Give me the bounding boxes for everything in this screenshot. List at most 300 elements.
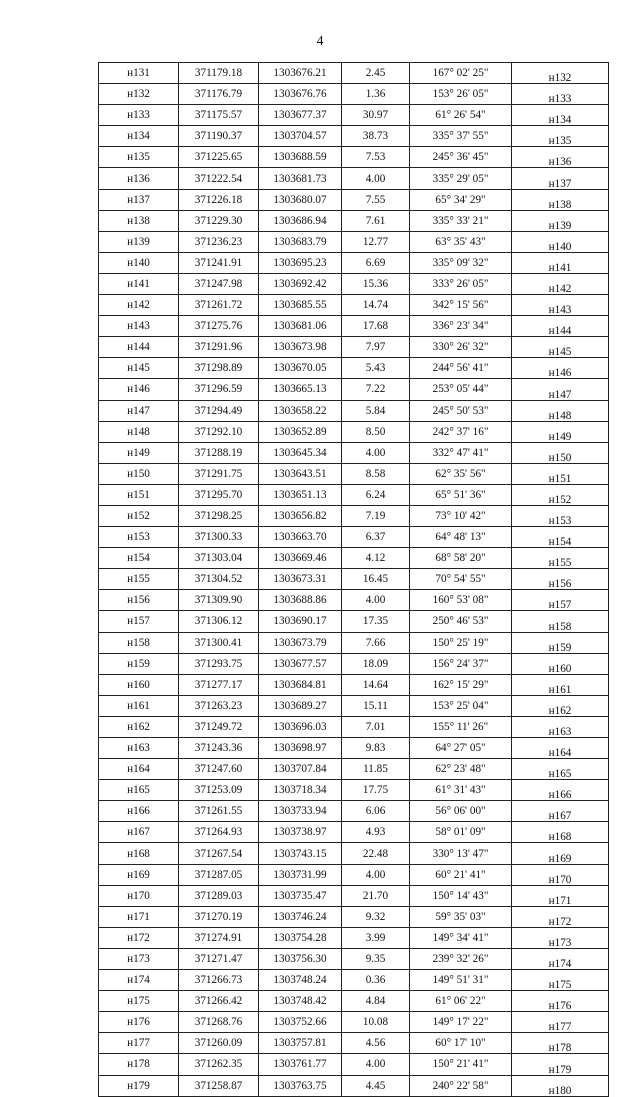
cell-point-from: н168 [99, 843, 179, 864]
cell-distance: 7.19 [342, 505, 410, 526]
cell-point-from: н171 [99, 906, 179, 927]
cell-point-from: н140 [99, 252, 179, 273]
cell-point-from: н164 [99, 759, 179, 780]
cell-y-coordinate: 1303685.55 [259, 295, 342, 316]
cell-x-coordinate: 371176.79 [179, 84, 259, 105]
cell-x-coordinate: 371249.72 [179, 716, 259, 737]
cell-distance: 8.58 [342, 463, 410, 484]
cell-x-coordinate: 371266.42 [179, 991, 259, 1012]
cell-direction-angle: 250° 46' 53" [410, 611, 512, 632]
cell-distance: 9.32 [342, 906, 410, 927]
cell-direction-angle: 245° 50' 53" [410, 400, 512, 421]
cell-point-from: н165 [99, 780, 179, 801]
cell-point-from: н160 [99, 674, 179, 695]
cell-y-coordinate: 1303752.66 [259, 1012, 342, 1033]
cell-y-coordinate: 1303695.23 [259, 252, 342, 273]
cell-x-coordinate: 371292.10 [179, 421, 259, 442]
table-row [99, 400, 609, 421]
table-row [99, 316, 609, 337]
table-row [99, 653, 609, 674]
cell-point-to: н138 [512, 189, 609, 210]
cell-distance: 7.53 [342, 147, 410, 168]
cell-x-coordinate: 371277.17 [179, 674, 259, 695]
cell-y-coordinate: 1303688.86 [259, 590, 342, 611]
cell-x-coordinate: 371268.76 [179, 1012, 259, 1033]
cell-distance: 22.48 [342, 843, 410, 864]
cell-direction-angle: 153° 25' 04" [410, 695, 512, 716]
cell-point-to: н162 [512, 695, 609, 716]
cell-point-to: н135 [512, 126, 609, 147]
cell-y-coordinate: 1303673.98 [259, 337, 342, 358]
cell-distance: 0.36 [342, 970, 410, 991]
cell-point-from: н166 [99, 801, 179, 822]
cell-distance: 15.36 [342, 273, 410, 294]
table-row [99, 358, 609, 379]
cell-point-to: н141 [512, 252, 609, 273]
cell-direction-angle: 155° 11' 26" [410, 716, 512, 737]
table-row [99, 590, 609, 611]
cell-direction-angle: 60° 21' 41" [410, 864, 512, 885]
cell-x-coordinate: 371253.09 [179, 780, 259, 801]
cell-x-coordinate: 371274.91 [179, 927, 259, 948]
cell-y-coordinate: 1303756.30 [259, 948, 342, 969]
cell-point-to: н136 [512, 147, 609, 168]
table-row [99, 632, 609, 653]
table-row [99, 337, 609, 358]
cell-x-coordinate: 371294.49 [179, 400, 259, 421]
table-row [99, 210, 609, 231]
cell-y-coordinate: 1303652.89 [259, 421, 342, 442]
cell-point-from: н153 [99, 527, 179, 548]
cell-point-to: н156 [512, 569, 609, 590]
cell-point-from: н178 [99, 1054, 179, 1075]
cell-point-from: н151 [99, 484, 179, 505]
cell-direction-angle: 56° 06' 00" [410, 801, 512, 822]
table-row [99, 548, 609, 569]
table-row [99, 147, 609, 168]
cell-direction-angle: 59° 35' 03" [410, 906, 512, 927]
cell-point-from: н135 [99, 147, 179, 168]
cell-point-from: н176 [99, 1012, 179, 1033]
table-row [99, 864, 609, 885]
cell-y-coordinate: 1303665.13 [259, 379, 342, 400]
cell-point-to: н161 [512, 674, 609, 695]
cell-direction-angle: 330° 26' 32" [410, 337, 512, 358]
cell-distance: 7.97 [342, 337, 410, 358]
cell-y-coordinate: 1303735.47 [259, 885, 342, 906]
cell-point-from: н148 [99, 421, 179, 442]
cell-direction-angle: 149° 34' 41" [410, 927, 512, 948]
cell-distance: 14.74 [342, 295, 410, 316]
cell-point-to: н167 [512, 801, 609, 822]
cell-point-to: н144 [512, 316, 609, 337]
cell-direction-angle: 61° 31' 43" [410, 780, 512, 801]
cell-direction-angle: 342° 15' 56" [410, 295, 512, 316]
cell-x-coordinate: 371222.54 [179, 168, 259, 189]
cell-x-coordinate: 371175.57 [179, 105, 259, 126]
table-row [99, 421, 609, 442]
cell-point-to: н165 [512, 759, 609, 780]
cell-direction-angle: 167° 02' 25" [410, 63, 512, 84]
cell-point-from: н141 [99, 273, 179, 294]
table-row [99, 252, 609, 273]
cell-y-coordinate: 1303707.84 [259, 759, 342, 780]
cell-y-coordinate: 1303748.24 [259, 970, 342, 991]
cell-point-from: н146 [99, 379, 179, 400]
table-row [99, 991, 609, 1012]
cell-direction-angle: 62° 35' 56" [410, 463, 512, 484]
table-row [99, 927, 609, 948]
cell-point-from: н139 [99, 231, 179, 252]
cell-point-to: н142 [512, 273, 609, 294]
cell-point-to: н132 [512, 63, 609, 84]
cell-y-coordinate: 1303690.17 [259, 611, 342, 632]
cell-point-to: н157 [512, 590, 609, 611]
cell-point-to: н180 [512, 1075, 609, 1096]
cell-y-coordinate: 1303684.81 [259, 674, 342, 695]
cell-distance: 4.00 [342, 864, 410, 885]
cell-y-coordinate: 1303676.21 [259, 63, 342, 84]
cell-distance: 6.69 [342, 252, 410, 273]
cell-point-to: н163 [512, 716, 609, 737]
cell-y-coordinate: 1303689.27 [259, 695, 342, 716]
cell-point-to: н143 [512, 295, 609, 316]
cell-distance: 12.77 [342, 231, 410, 252]
cell-point-to: н148 [512, 400, 609, 421]
cell-point-from: н161 [99, 695, 179, 716]
cell-x-coordinate: 371266.73 [179, 970, 259, 991]
table-row [99, 505, 609, 526]
cell-direction-angle: 330° 13' 47" [410, 843, 512, 864]
cell-x-coordinate: 371229.30 [179, 210, 259, 231]
cell-direction-angle: 73° 10' 42" [410, 505, 512, 526]
cell-distance: 4.84 [342, 991, 410, 1012]
table-row [99, 1054, 609, 1075]
cell-distance: 6.24 [342, 484, 410, 505]
cell-distance: 17.35 [342, 611, 410, 632]
cell-direction-angle: 253° 05' 44" [410, 379, 512, 400]
cell-direction-angle: 239° 32' 26" [410, 948, 512, 969]
cell-point-from: н163 [99, 738, 179, 759]
cell-direction-angle: 63° 35' 43" [410, 231, 512, 252]
cell-point-to: н169 [512, 843, 609, 864]
cell-point-to: н154 [512, 527, 609, 548]
cell-direction-angle: 332° 47' 41" [410, 442, 512, 463]
cell-x-coordinate: 371306.12 [179, 611, 259, 632]
cell-x-coordinate: 371300.33 [179, 527, 259, 548]
cell-x-coordinate: 371247.60 [179, 759, 259, 780]
cell-point-from: н149 [99, 442, 179, 463]
cell-point-to: н133 [512, 84, 609, 105]
cell-y-coordinate: 1303738.97 [259, 822, 342, 843]
table-row [99, 674, 609, 695]
table-row [99, 168, 609, 189]
cell-point-from: н170 [99, 885, 179, 906]
coordinates-table [98, 62, 609, 1097]
cell-direction-angle: 156° 24' 37" [410, 653, 512, 674]
cell-x-coordinate: 371262.35 [179, 1054, 259, 1075]
cell-direction-angle: 335° 29' 05" [410, 168, 512, 189]
cell-point-to: н171 [512, 885, 609, 906]
cell-point-to: н160 [512, 653, 609, 674]
cell-point-from: н131 [99, 63, 179, 84]
cell-y-coordinate: 1303643.51 [259, 463, 342, 484]
cell-distance: 7.66 [342, 632, 410, 653]
cell-y-coordinate: 1303676.76 [259, 84, 342, 105]
cell-point-from: н173 [99, 948, 179, 969]
cell-direction-angle: 244° 56' 41" [410, 358, 512, 379]
cell-distance: 7.55 [342, 189, 410, 210]
cell-y-coordinate: 1303718.34 [259, 780, 342, 801]
cell-x-coordinate: 371287.05 [179, 864, 259, 885]
cell-point-from: н138 [99, 210, 179, 231]
cell-direction-angle: 333° 26' 05" [410, 273, 512, 294]
cell-point-from: н134 [99, 126, 179, 147]
cell-direction-angle: 61° 06' 22" [410, 991, 512, 1012]
cell-y-coordinate: 1303645.34 [259, 442, 342, 463]
cell-y-coordinate: 1303733.94 [259, 801, 342, 822]
cell-x-coordinate: 371247.98 [179, 273, 259, 294]
cell-x-coordinate: 371261.72 [179, 295, 259, 316]
cell-distance: 9.35 [342, 948, 410, 969]
cell-direction-angle: 60° 17' 10" [410, 1033, 512, 1054]
cell-point-from: н174 [99, 970, 179, 991]
cell-x-coordinate: 371267.54 [179, 843, 259, 864]
cell-direction-angle: 65° 51' 36" [410, 484, 512, 505]
cell-point-from: н137 [99, 189, 179, 210]
cell-y-coordinate: 1303681.06 [259, 316, 342, 337]
cell-point-to: н152 [512, 484, 609, 505]
cell-direction-angle: 335° 09' 32" [410, 252, 512, 273]
cell-distance: 16.45 [342, 569, 410, 590]
cell-direction-angle: 245° 36' 45" [410, 147, 512, 168]
table-row [99, 948, 609, 969]
table-row [99, 273, 609, 294]
cell-point-from: н162 [99, 716, 179, 737]
table-row [99, 189, 609, 210]
cell-y-coordinate: 1303696.03 [259, 716, 342, 737]
cell-x-coordinate: 371304.52 [179, 569, 259, 590]
cell-point-from: н156 [99, 590, 179, 611]
cell-y-coordinate: 1303677.57 [259, 653, 342, 674]
table-row [99, 442, 609, 463]
cell-y-coordinate: 1303669.46 [259, 548, 342, 569]
cell-x-coordinate: 371288.19 [179, 442, 259, 463]
cell-distance: 7.61 [342, 210, 410, 231]
cell-point-to: н178 [512, 1033, 609, 1054]
table-row [99, 716, 609, 737]
cell-y-coordinate: 1303686.94 [259, 210, 342, 231]
cell-point-to: н146 [512, 358, 609, 379]
cell-point-from: н144 [99, 337, 179, 358]
cell-point-to: н174 [512, 948, 609, 969]
cell-point-to: н164 [512, 738, 609, 759]
table-row [99, 463, 609, 484]
cell-distance: 9.83 [342, 738, 410, 759]
table-row [99, 295, 609, 316]
cell-direction-angle: 335° 33' 21" [410, 210, 512, 231]
cell-x-coordinate: 371190.37 [179, 126, 259, 147]
cell-y-coordinate: 1303757.81 [259, 1033, 342, 1054]
cell-y-coordinate: 1303681.73 [259, 168, 342, 189]
table-row [99, 231, 609, 252]
cell-distance: 30.97 [342, 105, 410, 126]
cell-x-coordinate: 371261.55 [179, 801, 259, 822]
cell-point-from: н177 [99, 1033, 179, 1054]
cell-point-from: н152 [99, 505, 179, 526]
cell-distance: 17.75 [342, 780, 410, 801]
cell-point-from: н175 [99, 991, 179, 1012]
cell-point-to: н173 [512, 927, 609, 948]
cell-direction-angle: 336° 23' 34" [410, 316, 512, 337]
cell-distance: 5.84 [342, 400, 410, 421]
table-row [99, 126, 609, 147]
cell-x-coordinate: 371295.70 [179, 484, 259, 505]
cell-direction-angle: 240° 22' 58" [410, 1075, 512, 1096]
cell-x-coordinate: 371309.90 [179, 590, 259, 611]
table-row [99, 801, 609, 822]
cell-x-coordinate: 371291.96 [179, 337, 259, 358]
table-row [99, 527, 609, 548]
cell-y-coordinate: 1303683.79 [259, 231, 342, 252]
cell-point-to: н177 [512, 1012, 609, 1033]
cell-x-coordinate: 371226.18 [179, 189, 259, 210]
cell-direction-angle: 62° 23' 48" [410, 759, 512, 780]
cell-x-coordinate: 371243.36 [179, 738, 259, 759]
cell-x-coordinate: 371179.18 [179, 63, 259, 84]
cell-distance: 11.85 [342, 759, 410, 780]
cell-y-coordinate: 1303656.82 [259, 505, 342, 526]
cell-direction-angle: 160° 53' 08" [410, 590, 512, 611]
cell-direction-angle: 149° 17' 22" [410, 1012, 512, 1033]
cell-distance: 4.45 [342, 1075, 410, 1096]
table-row [99, 780, 609, 801]
cell-point-to: н134 [512, 105, 609, 126]
cell-point-from: н154 [99, 548, 179, 569]
cell-y-coordinate: 1303704.57 [259, 126, 342, 147]
table-row [99, 1012, 609, 1033]
cell-distance: 7.01 [342, 716, 410, 737]
cell-x-coordinate: 371264.93 [179, 822, 259, 843]
cell-distance: 6.37 [342, 527, 410, 548]
cell-y-coordinate: 1303763.75 [259, 1075, 342, 1096]
table-row [99, 379, 609, 400]
cell-point-to: н176 [512, 991, 609, 1012]
cell-direction-angle: 162° 15' 29" [410, 674, 512, 695]
cell-point-to: н155 [512, 548, 609, 569]
cell-x-coordinate: 371258.87 [179, 1075, 259, 1096]
cell-direction-angle: 64° 27' 05" [410, 738, 512, 759]
cell-point-to: н159 [512, 632, 609, 653]
cell-point-to: н140 [512, 231, 609, 252]
table-row [99, 695, 609, 716]
cell-point-from: н158 [99, 632, 179, 653]
page-number: 4 [316, 34, 324, 49]
cell-x-coordinate: 371271.47 [179, 948, 259, 969]
cell-y-coordinate: 1303688.59 [259, 147, 342, 168]
cell-x-coordinate: 371225.65 [179, 147, 259, 168]
cell-distance: 4.00 [342, 168, 410, 189]
table-row [99, 906, 609, 927]
cell-direction-angle: 58° 01' 09" [410, 822, 512, 843]
cell-y-coordinate: 1303754.28 [259, 927, 342, 948]
cell-y-coordinate: 1303680.07 [259, 189, 342, 210]
cell-distance: 4.93 [342, 822, 410, 843]
cell-direction-angle: 68° 58' 20" [410, 548, 512, 569]
cell-point-from: н132 [99, 84, 179, 105]
cell-point-to: н168 [512, 822, 609, 843]
cell-distance: 4.00 [342, 1054, 410, 1075]
table-row [99, 885, 609, 906]
cell-point-to: н149 [512, 421, 609, 442]
cell-point-from: н155 [99, 569, 179, 590]
cell-y-coordinate: 1303692.42 [259, 273, 342, 294]
cell-direction-angle: 150° 25' 19" [410, 632, 512, 653]
cell-distance: 15.11 [342, 695, 410, 716]
cell-y-coordinate: 1303746.24 [259, 906, 342, 927]
cell-y-coordinate: 1303670.05 [259, 358, 342, 379]
cell-point-to: н166 [512, 780, 609, 801]
cell-x-coordinate: 371289.03 [179, 885, 259, 906]
cell-x-coordinate: 371293.75 [179, 653, 259, 674]
table-row [99, 970, 609, 991]
cell-direction-angle: 61° 26' 54" [410, 105, 512, 126]
cell-x-coordinate: 371303.04 [179, 548, 259, 569]
cell-x-coordinate: 371270.19 [179, 906, 259, 927]
cell-direction-angle: 65° 34' 29" [410, 189, 512, 210]
cell-direction-angle: 242° 37' 16" [410, 421, 512, 442]
cell-y-coordinate: 1303731.99 [259, 864, 342, 885]
cell-distance: 4.00 [342, 590, 410, 611]
cell-distance: 3.99 [342, 927, 410, 948]
cell-distance: 4.00 [342, 442, 410, 463]
cell-distance: 14.64 [342, 674, 410, 695]
cell-point-to: н153 [512, 505, 609, 526]
cell-point-to: н172 [512, 906, 609, 927]
cell-point-to: н170 [512, 864, 609, 885]
cell-point-from: н147 [99, 400, 179, 421]
cell-y-coordinate: 1303663.70 [259, 527, 342, 548]
cell-point-from: н159 [99, 653, 179, 674]
cell-direction-angle: 70° 54' 55" [410, 569, 512, 590]
cell-direction-angle: 150° 14' 43" [410, 885, 512, 906]
cell-point-from: н179 [99, 1075, 179, 1096]
cell-distance: 6.06 [342, 801, 410, 822]
cell-point-from: н167 [99, 822, 179, 843]
cell-y-coordinate: 1303677.37 [259, 105, 342, 126]
cell-y-coordinate: 1303698.97 [259, 738, 342, 759]
cell-distance: 38.73 [342, 126, 410, 147]
cell-x-coordinate: 371300.41 [179, 632, 259, 653]
cell-point-from: н133 [99, 105, 179, 126]
cell-direction-angle: 153° 26' 05" [410, 84, 512, 105]
table-row [99, 484, 609, 505]
cell-point-from: н143 [99, 316, 179, 337]
table-row [99, 1075, 609, 1096]
table-row [99, 738, 609, 759]
cell-point-to: н175 [512, 970, 609, 991]
cell-x-coordinate: 371236.23 [179, 231, 259, 252]
cell-point-from: н142 [99, 295, 179, 316]
table-row [99, 105, 609, 126]
table-row [99, 84, 609, 105]
table-row [99, 569, 609, 590]
cell-distance: 10.08 [342, 1012, 410, 1033]
cell-x-coordinate: 371291.75 [179, 463, 259, 484]
cell-y-coordinate: 1303761.77 [259, 1054, 342, 1075]
cell-y-coordinate: 1303743.15 [259, 843, 342, 864]
cell-point-from: н136 [99, 168, 179, 189]
